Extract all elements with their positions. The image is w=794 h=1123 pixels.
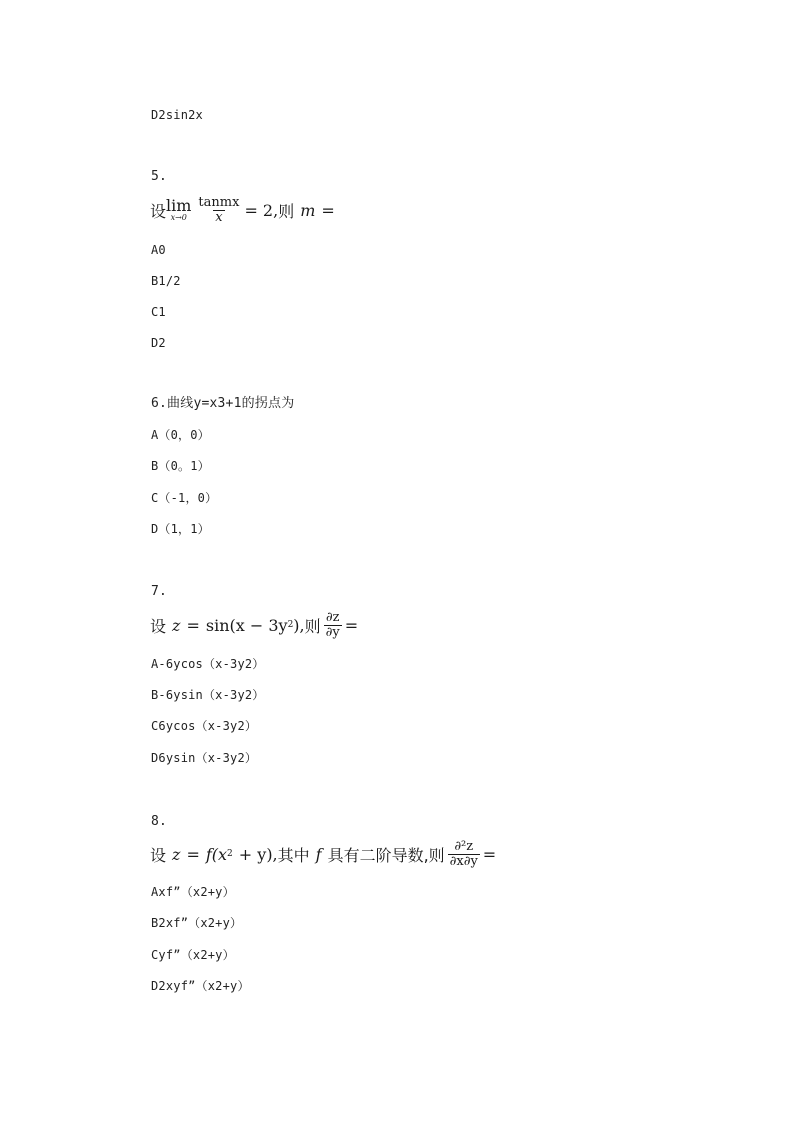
- q5-option-a: A0: [151, 243, 166, 257]
- q5-trail: =: [321, 200, 335, 220]
- q4-option-d: D2sin2x: [151, 108, 203, 122]
- q8-rest: + y),: [238, 844, 278, 864]
- q5-denominator: x: [215, 209, 223, 225]
- q8-option-a: Axf”（x2+y）: [151, 885, 235, 899]
- q8-trail: =: [482, 844, 497, 864]
- q5-formula: [150, 192, 335, 228]
- q7-close: ),: [293, 615, 305, 635]
- q7-option-a: A-6ycos（x-3y2）: [151, 657, 265, 671]
- q8-f: f: [315, 844, 322, 864]
- q6-question: 6.曲线y=x3+1的拐点为: [151, 396, 295, 411]
- q5-fraction: [196, 196, 241, 225]
- q5-option-b: B1/2: [151, 274, 181, 288]
- q7-then: 则: [304, 616, 321, 636]
- q7-number: 7.: [151, 584, 168, 599]
- q8-number: 8.: [151, 814, 168, 829]
- q6-option-c: C（-1，0）: [151, 491, 218, 505]
- q7-option-b: B-6ysin（x-3y2）: [151, 688, 265, 702]
- q7-fn: sin(x − 3y: [205, 615, 288, 635]
- q5-number: 5.: [151, 169, 168, 184]
- q7-trail: =: [344, 615, 359, 635]
- q8-desc: 具有二阶导数,则: [327, 845, 445, 865]
- q7-prefix: 设: [150, 616, 167, 636]
- q6-option-a: A（0，0）: [151, 428, 210, 442]
- q7-option-c: C6ycos（x-3y2）: [151, 719, 258, 733]
- q5-lim-word: lim: [166, 196, 192, 215]
- q8-fn: f(x: [205, 844, 228, 864]
- q5-option-c: C1: [151, 305, 166, 319]
- q8-numerator: ∂²z: [454, 838, 474, 854]
- q6-option-d: D（1，1）: [151, 522, 210, 536]
- q5-equals: = 2,: [244, 200, 279, 220]
- q8-eq: =: [186, 844, 200, 864]
- q5-prefix: 设: [150, 201, 167, 221]
- q7-numerator: ∂z: [325, 609, 340, 625]
- q5-limit: [166, 198, 191, 222]
- q7-fraction: [324, 611, 342, 640]
- q8-exp: 2: [227, 849, 233, 859]
- q8-option-d: D2xyf”（x2+y）: [151, 979, 250, 993]
- q6-option-b: B（0。1）: [151, 459, 210, 473]
- q5-then: 则: [278, 201, 295, 221]
- q5-option-d: D2: [151, 336, 166, 350]
- q7-eq: =: [186, 615, 200, 635]
- q5-var: m: [300, 200, 316, 220]
- q8-z: z: [172, 844, 181, 864]
- q7-formula: [150, 607, 358, 643]
- q8-formula: [150, 836, 496, 872]
- q5-numerator: tanmx: [198, 194, 240, 210]
- q7-denominator: ∂y: [325, 624, 340, 640]
- q5-lim-sub: x→0: [170, 213, 187, 222]
- q8-prefix: 设: [150, 845, 167, 865]
- q8-denominator: ∂x∂y: [449, 853, 478, 869]
- q7-z: z: [172, 615, 181, 635]
- q8-option-b: B2xf”（x2+y）: [151, 916, 243, 930]
- q7-exp: 2: [287, 620, 294, 630]
- q8-option-c: Cyf”（x2+y）: [151, 948, 235, 962]
- q7-option-d: D6ysin（x-3y2）: [151, 751, 258, 765]
- q8-fraction: [448, 840, 480, 869]
- q8-mid: 其中: [277, 845, 310, 865]
